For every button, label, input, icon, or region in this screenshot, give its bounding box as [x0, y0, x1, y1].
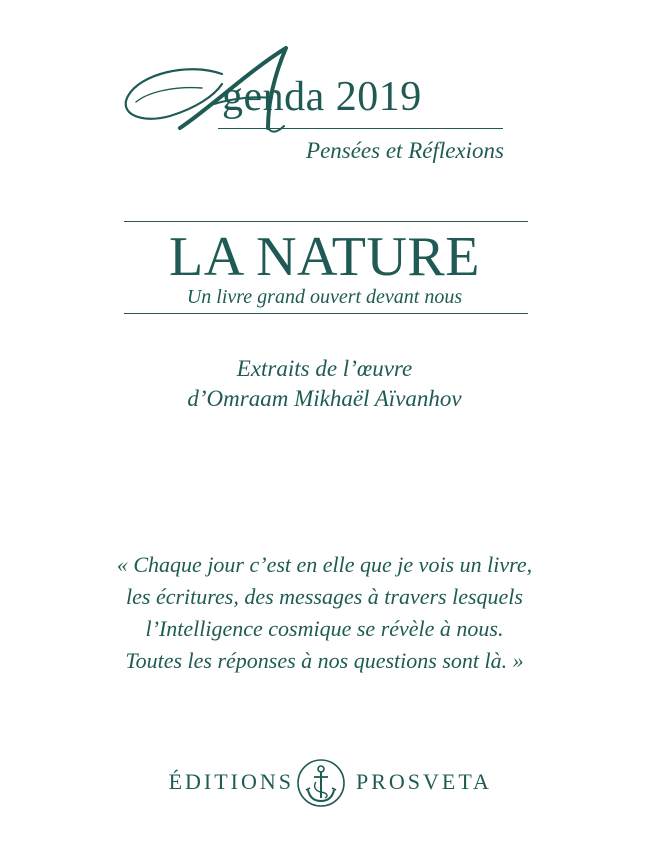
anchor-emblem-icon	[296, 758, 346, 808]
quote-line: Toutes les réponses à nos questions sont là. »	[125, 648, 524, 673]
title-bottom-divider	[124, 313, 528, 314]
book-title: LA NATURE	[169, 226, 480, 288]
agenda-subtitle: Pensées et Réflexions	[306, 138, 504, 163]
publisher-name-left: ÉDITIONS	[168, 769, 294, 794]
header-divider	[218, 128, 503, 129]
agenda-swash	[126, 69, 222, 119]
publisher-name-right: PROSVETA	[356, 769, 492, 794]
author-line-1: Extraits de l’œuvre	[236, 356, 413, 381]
agenda-swash-inner	[136, 88, 202, 102]
agenda-title: genda 2019	[222, 74, 422, 120]
quote-line: « Chaque jour c’est en elle que je vois un livre,	[116, 552, 533, 577]
author-line-2: d’Omraam Mikhaël Aïvanhov	[187, 386, 462, 411]
title-top-divider	[124, 221, 528, 222]
book-tagline: Un livre grand ouvert devant nous	[186, 286, 463, 308]
quote-line: l’Intelligence cosmique se révèle à nous.	[145, 616, 504, 641]
quote-line: les écritures, des messages à travers lesquels	[126, 584, 523, 609]
